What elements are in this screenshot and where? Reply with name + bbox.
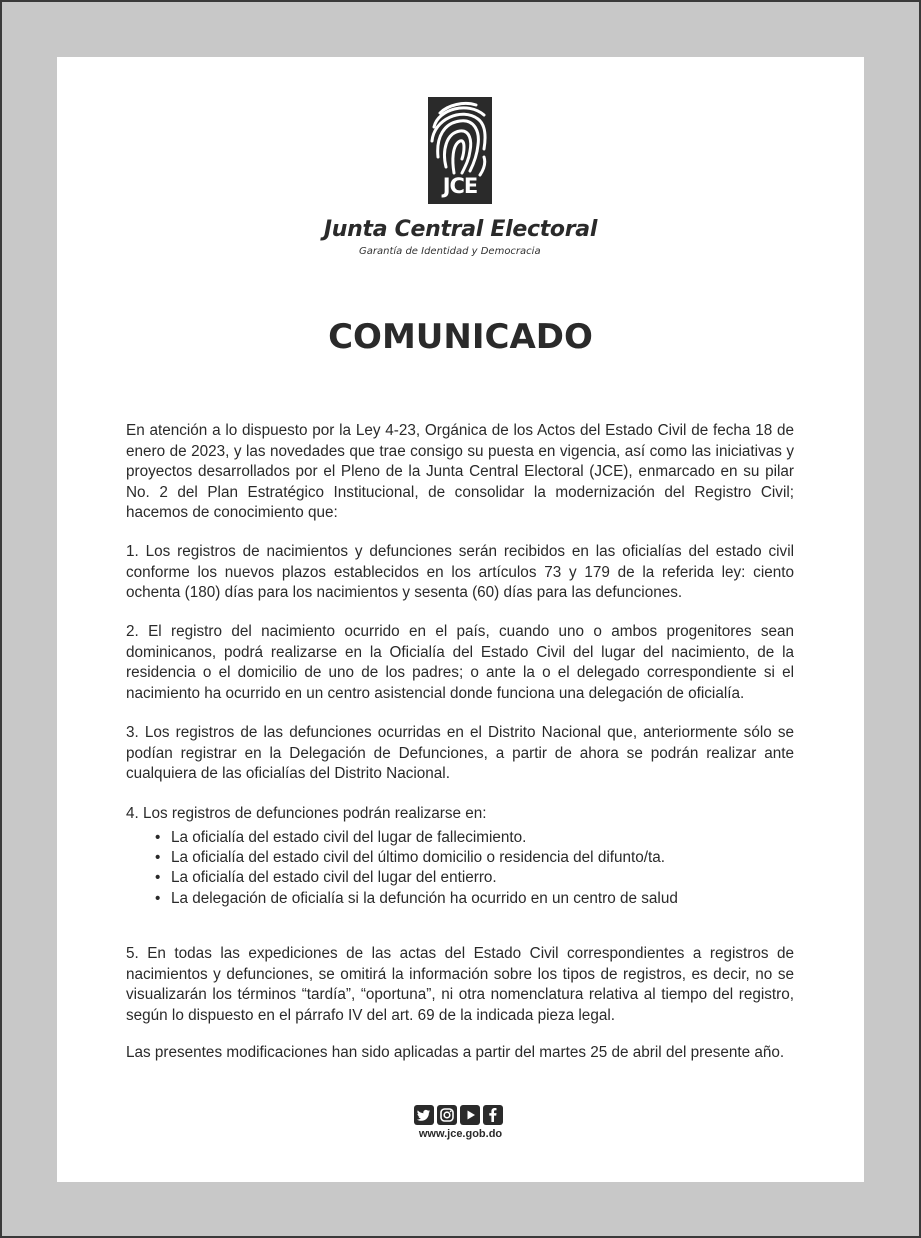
org-tagline: Garantía de Identidad y Democracia <box>359 246 541 257</box>
item-3-paragraph: 3. Los registros de las defunciones ocurridas en el Distrito Nacional que, anteriormente sólo se podían registrar en la Delegación de Defunciones, a partir de ahora se podrán realizar ante cualquiera de las oficialías del Distrito Nacional. <box>126 724 794 783</box>
list-item-text: La oficialía del estado civil del lugar del entierro. <box>171 869 497 887</box>
facebook-icon[interactable] <box>483 1105 503 1125</box>
twitter-icon[interactable] <box>414 1105 434 1125</box>
bullet-icon: • <box>155 889 161 907</box>
org-name: Junta Central Electoral <box>323 217 598 242</box>
social-icons <box>414 1105 503 1125</box>
fingerprint-icon <box>428 97 492 177</box>
instagram-icon[interactable] <box>437 1105 457 1125</box>
document-title: COMUNICADO <box>328 317 593 357</box>
list-item-text: La oficialía del estado civil del último domicilio o residencia del difunto/ta. <box>171 849 666 867</box>
bullet-icon: • <box>155 869 161 887</box>
item-5-paragraph: 5. En todas las expediciones de las actas del Estado Civil correspondientes a registros de nacimientos y defunciones, se omitirá la información sobre los tipos de registros, es decir, no se visualizarán los términos “tardía”, “oportuna”, ni otra nomenclatura relativa al tiempo del registro, según lo dispuesto en el párrafo IV del art. 69 de la indicada pieza legal. <box>126 945 794 1024</box>
jce-logo <box>428 97 492 204</box>
bullet-list <box>153 828 793 909</box>
closing-paragraph: Las presentes modificaciones han sido aplicadas a partir del martes 25 de abril del presente año. <box>126 1044 785 1062</box>
logo-text: JCE <box>442 174 478 198</box>
bullet-icon: • <box>155 849 161 867</box>
item-4-paragraph: 4. Los registros de defunciones podrán realizarse en: <box>126 805 487 823</box>
list-item <box>153 828 793 848</box>
bullet-icon: • <box>155 829 161 846</box>
youtube-icon[interactable] <box>460 1105 480 1125</box>
list-item <box>153 868 793 888</box>
list-item <box>153 848 793 868</box>
intro-paragraph: En atención a lo dispuesto por la Ley 4-23, Orgánica de los Actos del Estado Civil de fecha 18 de enero de 2023, y las novedades que trae consigo su puesta en vigencia, así como las iniciativas y proyectos desarrollados por el Pleno de la Junta Central Electoral (JCE), enmarcado en su pilar No. 2 del Plan Estratégico Institucional, de consolidar la modernización del Registro Civil; hacemos de conocimiento que: <box>126 422 794 522</box>
document-page <box>57 57 864 1182</box>
item-1-paragraph: 1. Los registros de nacimientos y defunciones serán recibidos en las oficialías del estado civil conforme los nuevos plazos establecidos en los artículos 73 y 179 de la referida ley: ciento ochenta (180) días para los nacimientos y sesenta (60) días para las defunciones. <box>126 543 794 602</box>
item-2-paragraph: 2. El registro del nacimiento ocurrido en el país, cuando uno o ambos progenitores sean dominicanos, podrá realizarse en la Oficialía del Estado Civil del lugar del nacimiento, de la residencia o el domicilio de uno de los padres; o ante la o el delegado correspondiente si el nacimiento ha ocurrido en un centro asistencial donde funciona una delegación de oficialía. <box>126 623 794 702</box>
list-item <box>153 889 793 909</box>
website-link[interactable]: www.jce.gob.do <box>418 1128 503 1140</box>
list-item-text: La delegación de oficialía si la defunción ha ocurrido en un centro de salud <box>171 889 678 907</box>
list-item-text: La oficialía del estado civil del lugar de fallecimiento. <box>171 829 527 846</box>
